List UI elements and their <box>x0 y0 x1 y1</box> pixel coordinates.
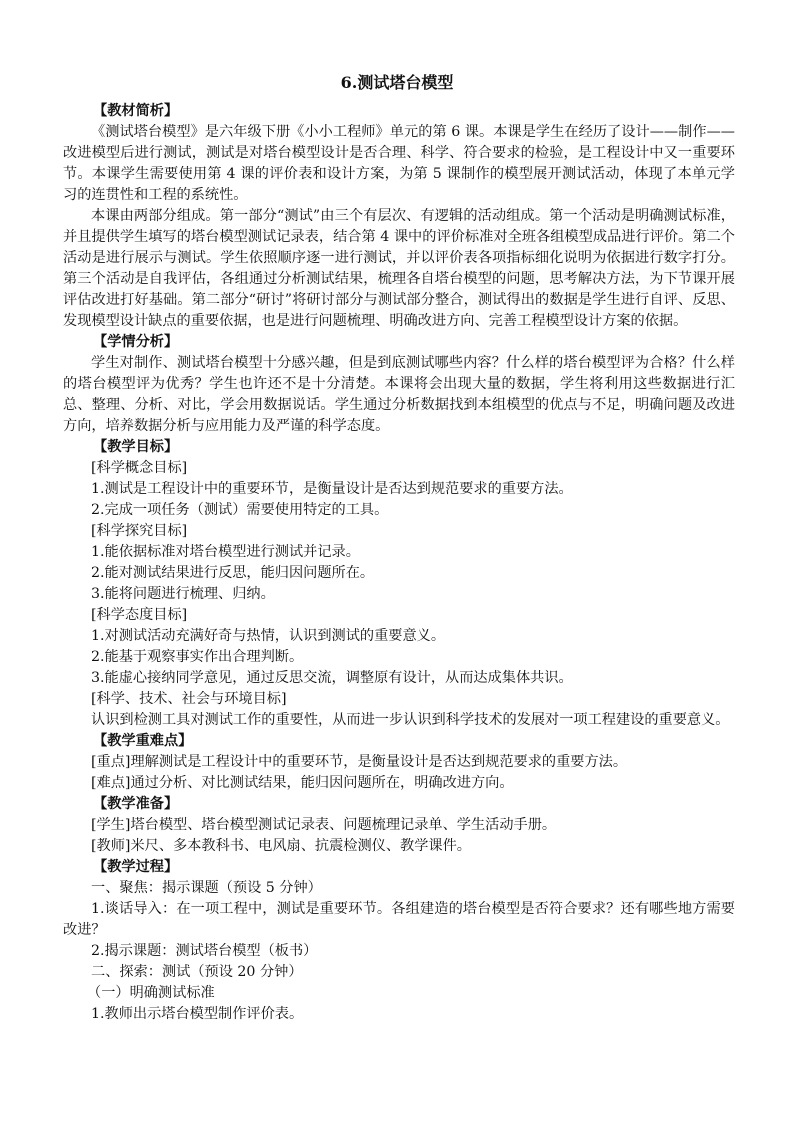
list-item: [难点]通过分析、对比测试结果，能归因问题所在，明确改进方向。 <box>91 775 514 791</box>
list-item: [科学、技术、社会与环境目标] <box>91 691 287 707</box>
list-item: [科学态度目标] <box>91 607 188 623</box>
list-item: [学生]塔台模型、塔台模型测试记录表、问题梳理记录单、学生活动手册。 <box>91 817 557 833</box>
section-heading: 【教学准备】 <box>93 796 179 812</box>
list-item: 2.能基于观察事实作出合理判断。 <box>91 649 304 665</box>
paragraph: 二、探索：测试（预设 20 分钟） <box>91 964 303 980</box>
section-heading: 【教学目标】 <box>93 439 179 455</box>
paragraph: 学生对制作、测试塔台模型十分感兴趣，但是到底测试哪些内容？什么样的塔台模型评为合格？什么样的塔台模型评为优秀？学生也许还不是十分清楚。本课将会出现大量的数据，学生将利用这些数据进行汇总、整理、分析、对比，学会用数据说话。学生通过分析数据找到本组模型的优点与不足，明确问题及改进方向，培养数据分析与应用能力及严谨的科学态度。 <box>63 355 735 434</box>
list-item: [科学概念目标] <box>91 460 188 476</box>
list-item: 3.能将问题进行梳理、归纳。 <box>91 586 275 602</box>
section-heading: 【学情分析】 <box>93 334 179 350</box>
list-item: [科学探究目标] <box>91 523 188 539</box>
section-heading: 【教学过程】 <box>93 859 179 875</box>
paragraph: 1.教师出示塔台模型制作评价表。 <box>91 1006 304 1022</box>
paragraph: 本课由两部分组成。第一部分“测试”由三个有层次、有逻辑的活动组成。第一个活动是明确测试标准，并且提供学生填写的塔台模型测试记录表，结合第 4 课中的评价标准对全班各组模型成品进行评价。第二个活动是进行展示与测试。学生依照顺序逐一进行测试，并以评价表各项指标细化说明为依据进行数字打分。第三个活动是自我评估，各组通过分析测试结果，梳理各自塔台模型的问题，思考解决方法，为下节课开展评估改进打好基础。第二部分“研讨”将研讨部分与测试部分整合，测试得出的数据是学生进行自评、反思、发现模型设计缺点的重要依据，也是进行问题梳理、明确改进方向、完善工程模型设计方案的依据。 <box>63 208 735 329</box>
list-item: 2.能对测试结果进行反思，能归因问题所在。 <box>91 565 375 581</box>
list-item: 1.能依据标准对塔台模型进行测试并记录。 <box>91 544 360 560</box>
paragraph: 认识到检测工具对测试工作的重要性，从而进一步认识到科学技术的发展对一项工程建设的重要意义。 <box>91 712 730 728</box>
list-item: 1.测试是工程设计中的重要环节，是衡量设计是否达到规范要求的重要方法。 <box>91 481 573 497</box>
document-body <box>63 101 735 1025</box>
document-title: 6.测试塔台模型 <box>340 73 454 92</box>
list-item: [重点]理解测试是工程设计中的重要环节，是衡量设计是否达到规范要求的重要方法。 <box>91 754 628 770</box>
list-item: [教师]米尺、多本教科书、电风扇、抗震检测仪、教学课件。 <box>91 838 471 854</box>
paragraph: 2.揭示课题：测试塔台模型（板书） <box>91 943 318 959</box>
paragraph: 一、聚焦：揭示课题（预设 5 分钟） <box>91 880 322 896</box>
subsection-heading: （一）明确测试标准 <box>87 985 215 1001</box>
list-item: 3.能虚心接纳同学意见，通过反思交流，调整原有设计，从而达成集体共识。 <box>91 670 573 686</box>
section-heading: 【教材简析】 <box>93 103 179 119</box>
paragraph: 《测试塔台模型》是六年级下册《小小工程师》单元的第 6 课。本课是学生在经历了设计——制作——改进模型后进行测试，测试是对塔台模型设计是否合理、科学、符合要求的检验，是工程设计中又一重要环节。本课学生需要使用第 4 课的评价表和设计方案，为第 5 课制作的模型展开测试活动，体现了本单元学习的连贯性和工程的系统性。 <box>63 124 735 203</box>
list-item: 1.对测试活动充满好奇与热情，认识到测试的重要意义。 <box>91 628 446 644</box>
paragraph: 1.谈话导入：在一项工程中，测试是重要环节。各组建造的塔台模型是否符合要求？还有哪些地方需要改进？ <box>63 901 735 938</box>
section-heading: 【教学重难点】 <box>93 733 193 749</box>
list-item: 2.完成一项任务（测试）需要使用特定的工具。 <box>91 502 389 518</box>
